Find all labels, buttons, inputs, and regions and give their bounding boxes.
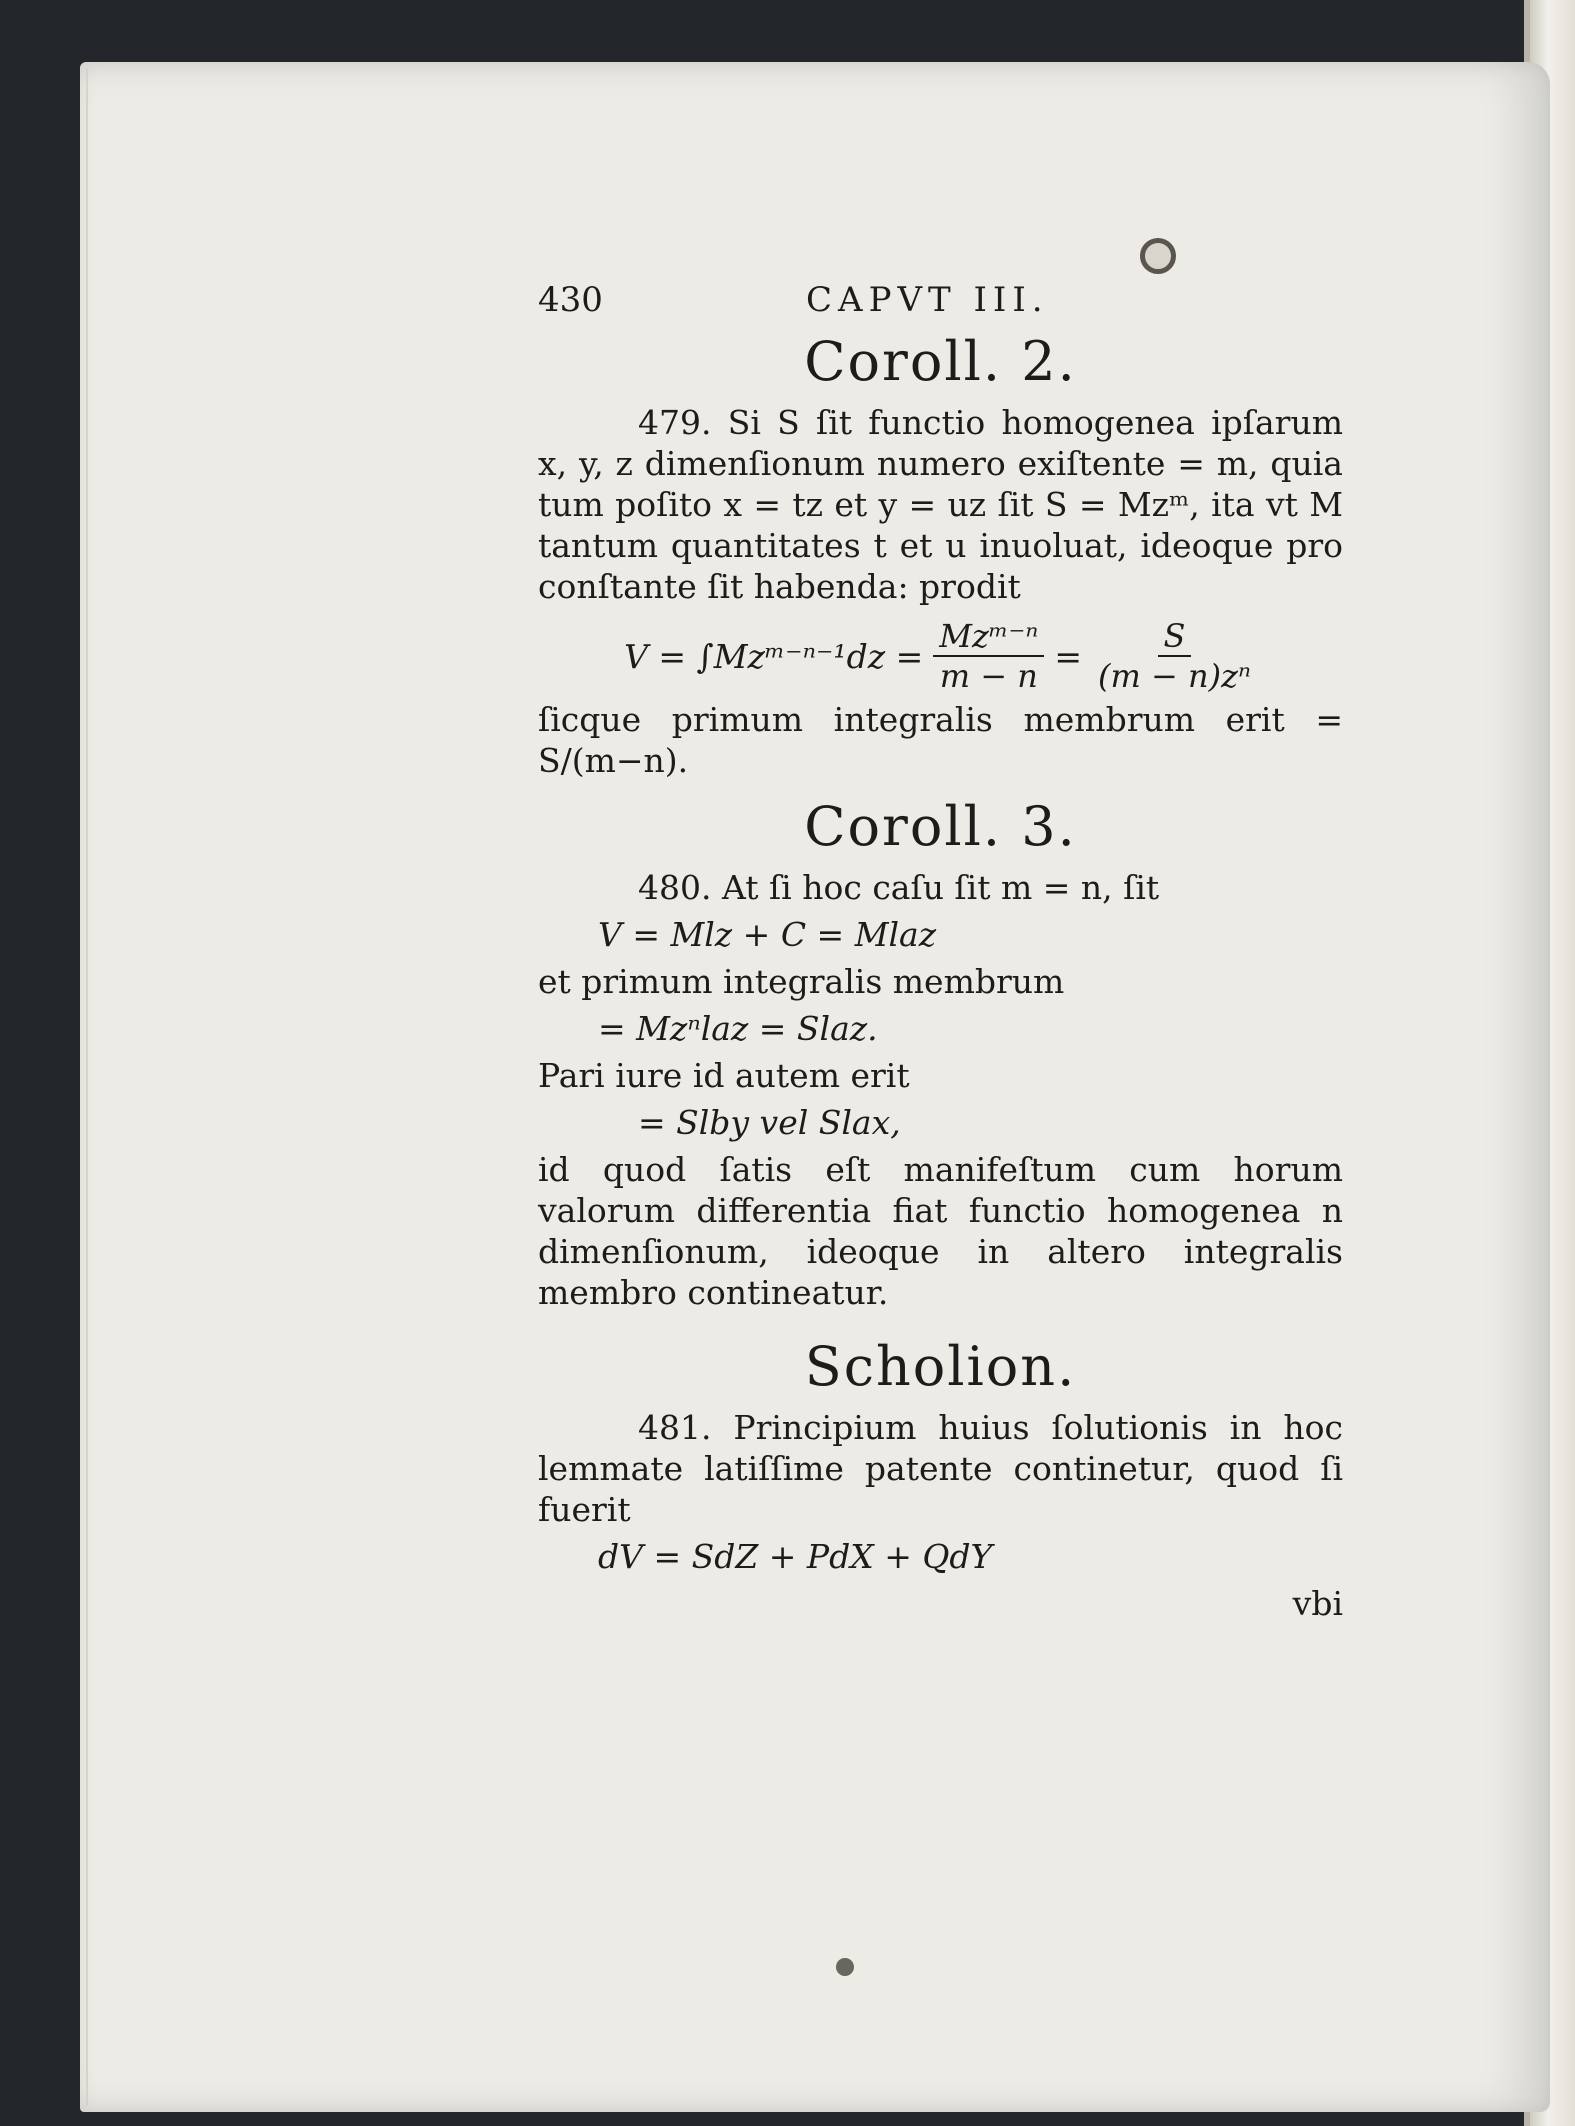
formula-481: dV = SdZ + PdX + QdY [598,1537,993,1576]
fraction-denominator: m − n [939,657,1038,695]
fraction-numerator: S [1158,617,1192,657]
formula-480-2: = Mzⁿlaz = Slaz. [598,1009,878,1048]
formula-480-3: = Slby vel Slax, [638,1103,901,1142]
running-title: CAPVT III. [806,280,1049,320]
formula-lhs: V = ∫Mzᵐ⁻ⁿ⁻¹dz = [624,636,924,676]
ink-blot [1140,238,1176,274]
running-header [538,270,1343,330]
section-heading-scholion: Scholion. [804,1335,1077,1398]
fraction-2 [1092,617,1257,695]
paragraph-480-body: id quod ſatis eſt manifeſtum cum horum valorum differentia fiat functio homogenea n dimenſionum, ideoque in altero integralis membro contineatur. [538,1150,1343,1312]
fraction-1 [933,617,1044,695]
section-heading-coroll3: Coroll. 3. [804,795,1077,858]
ink-blot [836,1958,854,1976]
closing-line-479: ſicque primum integralis membrum erit = S/(m−n). [538,700,1343,780]
paragraph-481: 481. Principium huius ſolutionis in hoc lemmate latiſſime patente continetur, quod ſi fuerit [538,1408,1343,1529]
fraction-numerator: Mzᵐ⁻ⁿ [933,617,1044,657]
section-heading-coroll2: Coroll. 2. [804,330,1077,393]
page-text [538,270,1343,1624]
equals-sign: = [1054,636,1083,676]
fraction-denominator: (m − n)zⁿ [1098,657,1251,695]
catchword: vbi [1292,1584,1343,1623]
formula-integral [538,617,1343,695]
paragraph-480-line2: et primum integralis membrum [538,962,1065,1001]
paragraph-479: 479. Si S ſit functio homogenea ipſarum x, y, z dimenſionum numero exiſtente = m, quia tum poſito x = tz et y = uz ſit S = Mzᵐ, ita vt M tantum quantitates t et u inuoluat, ideoque pro conſtante ſit habenda: prodit [538,403,1343,606]
page-number: 430 [538,280,603,320]
paragraph-480-line3: Pari iure id autem erit [538,1056,910,1095]
paragraph-480-line1: 480. At ſi hoc caſu ſit m = n, ſit [638,868,1160,907]
formula-480-1: V = Mlz + C = Mlaz [598,915,937,954]
